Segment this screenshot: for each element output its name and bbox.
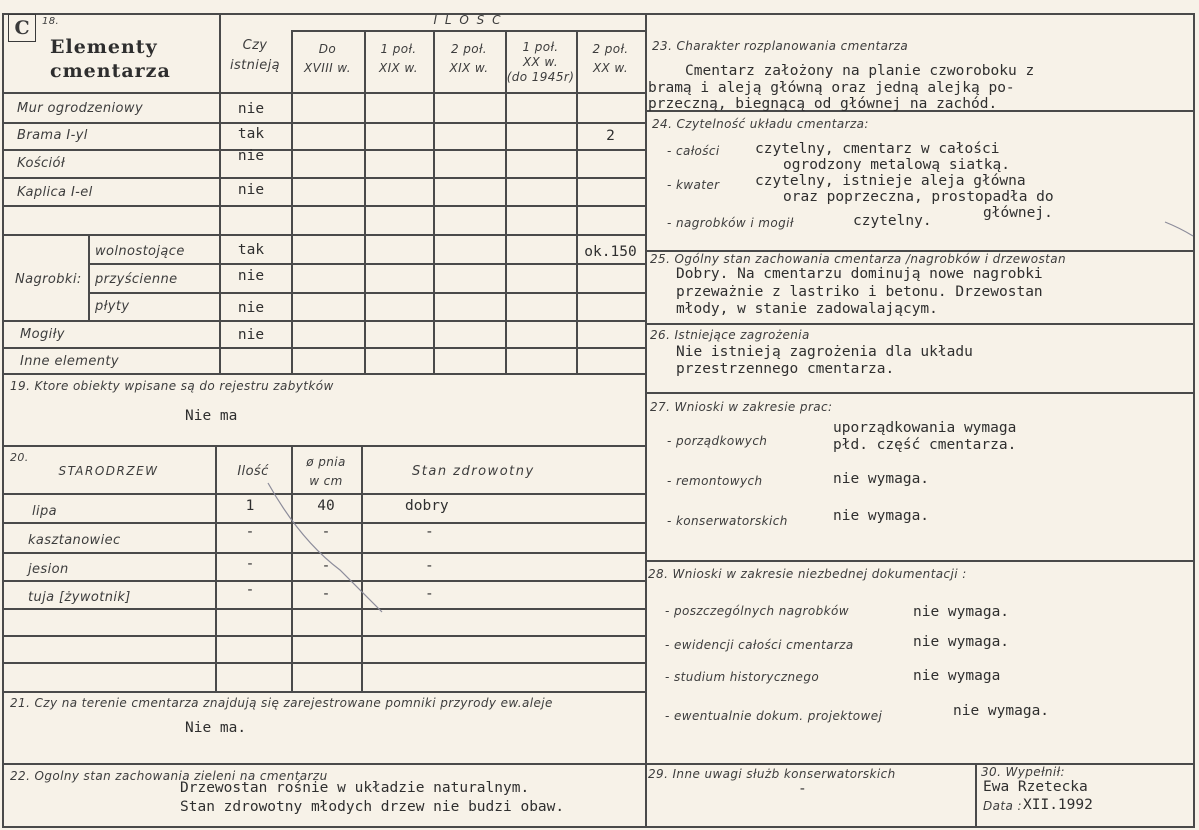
s24-b-label: - kwater <box>667 178 720 192</box>
tree-pnia-tuja: - <box>321 586 331 602</box>
tree-name-tuja: tuja [żywotnik] <box>28 590 131 605</box>
tree-ilosc-lipa: 1 <box>245 498 255 514</box>
row-label-mogily: Mogiły <box>20 327 65 342</box>
s28-label: 28. Wnioski w zakresie niezbednej dokumentacji : <box>648 567 967 581</box>
s27-label: 27. Wnioski w zakresie prac: <box>650 400 833 414</box>
s20-header-ilosc: Ilość <box>237 464 269 479</box>
col-header-4: 1 poł. XX w. (do 1945r) <box>506 40 575 84</box>
row-value-brama: 2 <box>606 128 615 144</box>
tree-ilosc-kasztanowiec: - <box>245 524 255 540</box>
s24-a-line1: czytelny, cmentarz w całości <box>755 141 1000 157</box>
tree-stan-jesion: - <box>425 558 434 574</box>
s27-c-value: nie wymaga. <box>833 508 930 524</box>
s20-number: 20. <box>10 451 29 464</box>
s24-a-line2: ogrodzony metalową siatką. <box>783 157 1010 173</box>
s23-line2: bramą i aleją główną oraz jedną alejką po- <box>648 80 1015 96</box>
s29-value: - <box>798 781 807 797</box>
s23-line1: Cmentarz założony na planie czworoboku z <box>685 63 1035 79</box>
s26-line2: przestrzennego cmentarza. <box>676 361 895 377</box>
row-czy-brama: tak <box>237 126 265 142</box>
s27-b-value: nie wymaga. <box>833 471 930 487</box>
s24-label: 24. Czytelność układu cmentarza: <box>652 117 869 131</box>
col-header-5: 2 poł. XX w. <box>592 42 629 75</box>
s24-b-line2: oraz poprzeczna, prostopadła do <box>783 189 1054 205</box>
s24-a-label: - całości <box>667 144 720 158</box>
title-line2: cmentarza <box>50 60 171 82</box>
s25-line1: Dobry. Na cmentarzu dominują nowe nagrobki <box>676 266 1043 282</box>
s20-header-starodrzew: STARODRZEW <box>58 464 159 478</box>
s22-label: 22. Ogolny stan zachowania zieleni na cmentarzu <box>10 769 328 783</box>
row-czy-kaplica: nie <box>237 182 265 198</box>
s27-a-line2: płd. część cmentarza. <box>833 437 1017 453</box>
s24-b-line3: głównej. <box>983 205 1053 221</box>
s24-b-line1: czytelny, istnieje aleja główna <box>755 173 1026 189</box>
title-line1: Elementy <box>50 36 158 58</box>
row-label-kaplica: Kaplica I-el <box>17 185 93 200</box>
nagrobki-wolnostojace-czy: tak <box>237 242 265 258</box>
s30-label: 30. Wypełnił: <box>981 765 1065 779</box>
s21-label: 21. Czy na terenie cmentarza znajdują się zarejestrowane pomniki przyrody ew.aleje <box>10 696 553 710</box>
s28-item4-value: nie wymaga. <box>953 703 1050 719</box>
s19-label: 19. Ktore obiekty wpisane są do rejestru zabytków <box>10 379 334 393</box>
tree-stan-kasztanowiec: - <box>425 524 434 540</box>
s26-line1: Nie istnieją zagrożenia dla układu <box>676 344 973 360</box>
tree-stan-lipa: dobry <box>405 498 449 514</box>
s28-item1-label: - poszczególnych nagrobków <box>665 604 849 618</box>
nagrobki-wolnostojace: wolnostojące <box>95 244 185 259</box>
s27-c-label: - konserwatorskich <box>667 514 788 528</box>
tree-ilosc-tuja: - <box>245 582 255 598</box>
s20-header-stan: Stan zdrowotny <box>412 464 535 479</box>
s23-line3: przeczną, biegnącą od głównej na zachód. <box>648 96 998 112</box>
s20-header-pnia: ø pnia w cm <box>306 455 346 488</box>
s21-value: Nie ma. <box>185 720 247 736</box>
s30-date: XII.1992 <box>1023 797 1093 813</box>
row-czy-mogily: nie <box>237 327 265 343</box>
tree-name-lipa: lipa <box>32 504 58 519</box>
s27-a-label: - porządkowych <box>667 434 768 448</box>
row-label-kosciol: Kościół <box>17 156 66 171</box>
s28-item3-value: nie wymaga <box>913 668 1001 684</box>
nagrobki-plyty-czy: nie <box>237 300 265 316</box>
s29-label: 29. Inne uwagi służb konserwatorskich <box>648 767 896 781</box>
s28-item3-label: - studium historycznego <box>665 670 820 684</box>
s30-name: Ewa Rzetecka <box>983 779 1088 795</box>
col-header-1: Do XVIII w. <box>304 42 351 75</box>
nagrobki-przyscienne: przyścienne <box>95 272 178 287</box>
s23-label: 23. Charakter rozplanowania cmentarza <box>652 39 909 53</box>
s27-a-line1: uporządkowania wymaga <box>833 420 1017 436</box>
col-header-3: 2 poł. XIX w. <box>449 42 489 75</box>
s28-item4-label: - ewentualnie dokum. projektowej <box>665 709 883 723</box>
s25-line3: młody, w stanie zadowalającym. <box>676 301 938 317</box>
row-czy-kosciol: nie <box>237 148 265 164</box>
row-label-brama: Brama I-yl <box>17 128 88 143</box>
tree-stan-tuja: - <box>425 586 434 602</box>
card-letter-badge: C <box>8 14 36 42</box>
nagrobki-wolnostojace-value: ok.150 <box>584 244 637 260</box>
s24-c-label: - nagrobków i mogił <box>667 216 794 230</box>
ilosc-header: I L O S C <box>433 13 503 27</box>
s25-line2: przeważnie z lastriko i betonu. Drzewostan <box>676 284 1043 300</box>
tree-name-jesion: jesion <box>28 562 69 577</box>
row-czy-mur: nie <box>237 101 265 117</box>
nagrobki-plyty: płyty <box>95 299 130 314</box>
tree-pnia-kasztanowiec: - <box>321 524 331 540</box>
s30-date-label: Data : <box>983 799 1022 813</box>
row-label-mur: Mur ogrodzeniowy <box>17 101 144 116</box>
tree-ilosc-jesion: - <box>245 556 255 572</box>
col-header-czy: Czy istnieją <box>229 38 281 73</box>
s24-c-value: czytelny. <box>853 213 932 229</box>
nagrobki-label: Nagrobki: <box>15 272 82 287</box>
s28-item1-value: nie wymaga. <box>913 604 1010 620</box>
s26-label: 26. Istniejące zagrożenia <box>650 328 810 342</box>
tree-name-kasztanowiec: kasztanowiec <box>28 533 121 548</box>
tree-pnia-jesion: - <box>321 558 331 574</box>
s28-item2-value: nie wymaga. <box>913 634 1010 650</box>
nagrobki-przyscienne-czy: nie <box>237 268 265 284</box>
s27-b-label: - remontowych <box>667 474 763 488</box>
col-header-2: 1 poł. XIX w. <box>378 42 419 75</box>
section-number: 18. <box>42 16 60 27</box>
s19-value: Nie ma <box>185 408 238 424</box>
row-label-inne: Inne elementy <box>20 354 119 369</box>
tree-pnia-lipa: 40 <box>317 498 335 514</box>
s22-line2: Stan zdrowotny młodych drzew nie budzi obaw. <box>180 799 565 815</box>
s28-item2-label: - ewidencji całości cmentarza <box>665 638 854 652</box>
s22-line1: Drzewostan rośnie w układzie naturalnym. <box>180 780 530 796</box>
s25-label: 25. Ogólny stan zachowania cmentarza /nagrobków i drzewostan <box>650 252 1066 266</box>
